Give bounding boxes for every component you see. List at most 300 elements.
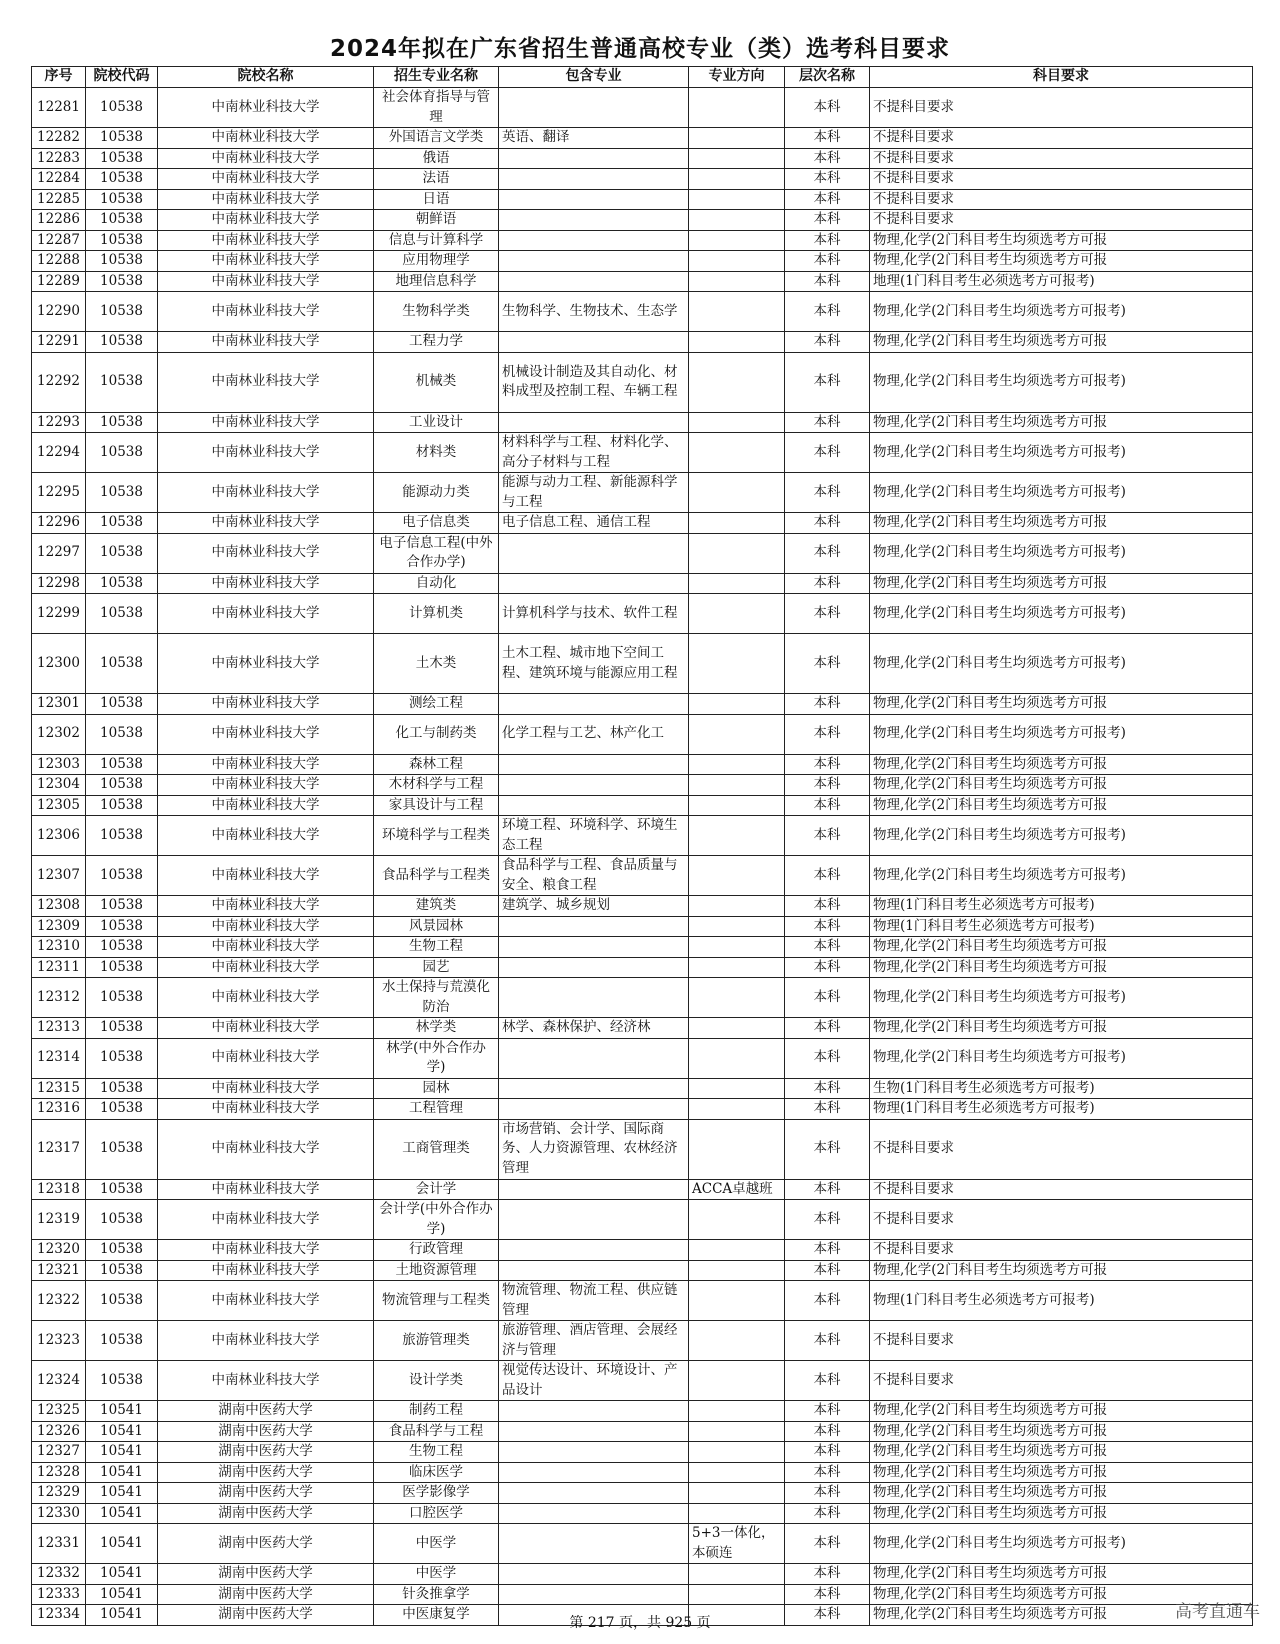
table-row xyxy=(32,1321,1253,1361)
cell-school-code: 10538 xyxy=(86,1321,158,1361)
cell-seq: 12330 xyxy=(32,1503,86,1524)
cell-direction xyxy=(689,1099,785,1120)
cell-direction xyxy=(689,1018,785,1039)
cell-school-code: 10538 xyxy=(86,88,158,128)
cell-direction xyxy=(689,1401,785,1422)
table-row xyxy=(32,251,1253,272)
cell-seq: 12293 xyxy=(32,412,86,433)
cell-level: 本科 xyxy=(785,128,870,149)
cell-subject-requirement: 物理,化学(2门科目考生均须选考方可报 xyxy=(870,1018,1253,1039)
table-row xyxy=(32,1584,1253,1605)
cell-included-majors xyxy=(499,1564,689,1585)
table-row xyxy=(32,978,1253,1018)
table-row xyxy=(32,634,1253,694)
cell-school-name: 中南林业科技大学 xyxy=(158,1078,374,1099)
cell-school-name: 湖南中医药大学 xyxy=(158,1442,374,1463)
cell-subject-requirement: 物理(1门科目考生必须选考方可报考) xyxy=(870,916,1253,937)
cell-seq: 12288 xyxy=(32,251,86,272)
cell-included-majors xyxy=(499,1503,689,1524)
cell-level: 本科 xyxy=(785,148,870,169)
cell-level: 本科 xyxy=(785,332,870,353)
cell-school-name: 中南林业科技大学 xyxy=(158,1018,374,1039)
cell-level: 本科 xyxy=(785,251,870,272)
cell-major-name: 园林 xyxy=(374,1078,499,1099)
cell-major-name: 食品科学与工程 xyxy=(374,1421,499,1442)
cell-included-majors xyxy=(499,210,689,231)
cell-school-code: 10538 xyxy=(86,1038,158,1078)
cell-school-code: 10541 xyxy=(86,1564,158,1585)
table-row xyxy=(32,352,1253,412)
cell-school-code: 10538 xyxy=(86,533,158,573)
table-row xyxy=(32,1260,1253,1281)
cell-school-code: 10538 xyxy=(86,816,158,856)
cell-school-name: 中南林业科技大学 xyxy=(158,128,374,149)
cell-major-name: 园艺 xyxy=(374,957,499,978)
cell-school-name: 中南林业科技大学 xyxy=(158,230,374,251)
cell-school-name: 中南林业科技大学 xyxy=(158,916,374,937)
cell-school-code: 10541 xyxy=(86,1442,158,1463)
cell-major-name: 工业设计 xyxy=(374,412,499,433)
cell-seq: 12334 xyxy=(32,1605,86,1626)
cell-subject-requirement: 不提科目要求 xyxy=(870,88,1253,128)
cell-included-majors: 电子信息工程、通信工程 xyxy=(499,513,689,534)
cell-major-name: 林学类 xyxy=(374,1018,499,1039)
table-row xyxy=(32,795,1253,816)
header-school-name: 院校名称 xyxy=(158,67,374,88)
cell-seq: 12298 xyxy=(32,573,86,594)
cell-included-majors: 物流管理、物流工程、供应链管理 xyxy=(499,1281,689,1321)
table-header-row xyxy=(32,67,1253,88)
cell-seq: 12297 xyxy=(32,533,86,573)
cell-included-majors xyxy=(499,230,689,251)
cell-major-name: 工商管理类 xyxy=(374,1119,499,1179)
cell-major-name: 旅游管理类 xyxy=(374,1321,499,1361)
cell-included-majors xyxy=(499,1401,689,1422)
cell-included-majors xyxy=(499,1462,689,1483)
cell-level: 本科 xyxy=(785,816,870,856)
cell-subject-requirement: 物理,化学(2门科目考生均须选考方可报 xyxy=(870,251,1253,272)
cell-level: 本科 xyxy=(785,412,870,433)
table-row xyxy=(32,816,1253,856)
cell-school-code: 10538 xyxy=(86,292,158,332)
table-row xyxy=(32,1078,1253,1099)
cell-included-majors xyxy=(499,1038,689,1078)
cell-school-name: 中南林业科技大学 xyxy=(158,1321,374,1361)
cell-direction xyxy=(689,473,785,513)
cell-major-name: 中医学 xyxy=(374,1564,499,1585)
cell-direction xyxy=(689,1240,785,1261)
cell-major-name: 口腔医学 xyxy=(374,1503,499,1524)
cell-school-code: 10538 xyxy=(86,352,158,412)
cell-school-code: 10541 xyxy=(86,1524,158,1564)
cell-level: 本科 xyxy=(785,230,870,251)
cell-included-majors xyxy=(499,1240,689,1261)
cell-school-code: 10538 xyxy=(86,169,158,190)
cell-school-name: 中南林业科技大学 xyxy=(158,816,374,856)
cell-included-majors: 林学、森林保护、经济林 xyxy=(499,1018,689,1039)
cell-school-code: 10538 xyxy=(86,856,158,896)
cell-direction xyxy=(689,1038,785,1078)
cell-school-code: 10538 xyxy=(86,1200,158,1240)
cell-included-majors xyxy=(499,533,689,573)
cell-school-name: 中南林业科技大学 xyxy=(158,1240,374,1261)
cell-subject-requirement: 不提科目要求 xyxy=(870,169,1253,190)
cell-school-name: 中南林业科技大学 xyxy=(158,251,374,272)
cell-level: 本科 xyxy=(785,1524,870,1564)
cell-major-name: 土地资源管理 xyxy=(374,1260,499,1281)
cell-major-name: 食品科学与工程类 xyxy=(374,856,499,896)
cell-direction xyxy=(689,816,785,856)
table-row xyxy=(32,594,1253,634)
cell-school-name: 中南林业科技大学 xyxy=(158,957,374,978)
cell-included-majors: 机械设计制造及其自动化、材料成型及控制工程、车辆工程 xyxy=(499,352,689,412)
cell-level: 本科 xyxy=(785,1260,870,1281)
cell-level: 本科 xyxy=(785,916,870,937)
table-row xyxy=(32,271,1253,292)
cell-level: 本科 xyxy=(785,1018,870,1039)
cell-school-name: 中南林业科技大学 xyxy=(158,1200,374,1240)
cell-included-majors: 英语、翻译 xyxy=(499,128,689,149)
table-row xyxy=(32,1179,1253,1200)
cell-school-code: 10538 xyxy=(86,978,158,1018)
cell-school-code: 10538 xyxy=(86,937,158,958)
cell-included-majors xyxy=(499,169,689,190)
cell-school-name: 湖南中医药大学 xyxy=(158,1605,374,1626)
cell-direction xyxy=(689,957,785,978)
cell-level: 本科 xyxy=(785,473,870,513)
cell-school-name: 湖南中医药大学 xyxy=(158,1483,374,1504)
table-row xyxy=(32,210,1253,231)
cell-subject-requirement: 不提科目要求 xyxy=(870,1179,1253,1200)
cell-level: 本科 xyxy=(785,1200,870,1240)
cell-level: 本科 xyxy=(785,1119,870,1179)
cell-seq: 12327 xyxy=(32,1442,86,1463)
cell-included-majors xyxy=(499,1584,689,1605)
cell-seq: 12299 xyxy=(32,594,86,634)
cell-school-name: 中南林业科技大学 xyxy=(158,1260,374,1281)
cell-school-code: 10538 xyxy=(86,634,158,694)
cell-included-majors: 市场营销、会计学、国际商务、人力资源管理、农林经济管理 xyxy=(499,1119,689,1179)
cell-seq: 12292 xyxy=(32,352,86,412)
cell-major-name: 环境科学与工程类 xyxy=(374,816,499,856)
cell-direction xyxy=(689,694,785,715)
cell-subject-requirement: 物理,化学(2门科目考生均须选考方可报考) xyxy=(870,634,1253,694)
cell-level: 本科 xyxy=(785,1421,870,1442)
cell-seq: 12303 xyxy=(32,754,86,775)
cell-direction xyxy=(689,1260,785,1281)
cell-major-name: 机械类 xyxy=(374,352,499,412)
cell-subject-requirement: 不提科目要求 xyxy=(870,189,1253,210)
cell-direction xyxy=(689,1078,785,1099)
cell-school-name: 中南林业科技大学 xyxy=(158,473,374,513)
cell-school-name: 湖南中医药大学 xyxy=(158,1462,374,1483)
cell-level: 本科 xyxy=(785,1281,870,1321)
table-row xyxy=(32,1038,1253,1078)
cell-major-name: 医学影像学 xyxy=(374,1483,499,1504)
cell-direction xyxy=(689,1442,785,1463)
cell-direction xyxy=(689,1564,785,1585)
cell-included-majors: 视觉传达设计、环境设计、产品设计 xyxy=(499,1361,689,1401)
cell-level: 本科 xyxy=(785,1099,870,1120)
cell-direction xyxy=(689,1503,785,1524)
cell-school-code: 10538 xyxy=(86,1361,158,1401)
cell-school-code: 10538 xyxy=(86,957,158,978)
cell-seq: 12312 xyxy=(32,978,86,1018)
cell-direction xyxy=(689,1421,785,1442)
cell-major-name: 临床医学 xyxy=(374,1462,499,1483)
cell-direction: 5+3一体化，本硕连 xyxy=(689,1524,785,1564)
cell-major-name: 生物工程 xyxy=(374,937,499,958)
cell-seq: 12295 xyxy=(32,473,86,513)
cell-level: 本科 xyxy=(785,533,870,573)
cell-seq: 12325 xyxy=(32,1401,86,1422)
cell-subject-requirement: 物理,化学(2门科目考生均须选考方可报考) xyxy=(870,816,1253,856)
cell-school-name: 中南林业科技大学 xyxy=(158,775,374,796)
cell-included-majors: 计算机科学与技术、软件工程 xyxy=(499,594,689,634)
cell-direction xyxy=(689,573,785,594)
cell-school-name: 中南林业科技大学 xyxy=(158,594,374,634)
table-row xyxy=(32,1564,1253,1585)
cell-school-name: 中南林业科技大学 xyxy=(158,754,374,775)
cell-major-name: 社会体育指导与管理 xyxy=(374,88,499,128)
cell-school-code: 10538 xyxy=(86,1018,158,1039)
cell-school-code: 10541 xyxy=(86,1401,158,1422)
cell-seq: 12326 xyxy=(32,1421,86,1442)
cell-included-majors xyxy=(499,1099,689,1120)
cell-direction xyxy=(689,128,785,149)
cell-major-name: 家具设计与工程 xyxy=(374,795,499,816)
cell-school-name: 中南林业科技大学 xyxy=(158,856,374,896)
cell-level: 本科 xyxy=(785,271,870,292)
cell-level: 本科 xyxy=(785,189,870,210)
cell-school-name: 中南林业科技大学 xyxy=(158,292,374,332)
header-seq: 序号 xyxy=(32,67,86,88)
cell-major-name: 日语 xyxy=(374,189,499,210)
cell-school-code: 10538 xyxy=(86,594,158,634)
cell-subject-requirement: 物理,化学(2门科目考生均须选考方可报 xyxy=(870,1605,1253,1626)
header-included-majors: 包含专业 xyxy=(499,67,689,88)
cell-direction xyxy=(689,251,785,272)
cell-school-code: 10538 xyxy=(86,230,158,251)
table-row xyxy=(32,148,1253,169)
cell-included-majors xyxy=(499,1179,689,1200)
cell-seq: 12300 xyxy=(32,634,86,694)
cell-major-name: 针灸推拿学 xyxy=(374,1584,499,1605)
cell-school-code: 10538 xyxy=(86,1099,158,1120)
cell-level: 本科 xyxy=(785,896,870,917)
cell-included-majors: 能源与动力工程、新能源科学与工程 xyxy=(499,473,689,513)
cell-school-name: 中南林业科技大学 xyxy=(158,533,374,573)
cell-subject-requirement: 不提科目要求 xyxy=(870,1240,1253,1261)
cell-subject-requirement: 物理,化学(2门科目考生均须选考方可报 xyxy=(870,412,1253,433)
cell-school-name: 中南林业科技大学 xyxy=(158,634,374,694)
cell-school-code: 10541 xyxy=(86,1584,158,1605)
cell-seq: 12291 xyxy=(32,332,86,353)
cell-major-name: 生物工程 xyxy=(374,1442,499,1463)
cell-major-name: 信息与计算科学 xyxy=(374,230,499,251)
header-subject-requirement: 科目要求 xyxy=(870,67,1253,88)
cell-major-name: 物流管理与工程类 xyxy=(374,1281,499,1321)
cell-seq: 12319 xyxy=(32,1200,86,1240)
table-row xyxy=(32,230,1253,251)
table-row xyxy=(32,169,1253,190)
table-row xyxy=(32,775,1253,796)
cell-school-name: 中南林业科技大学 xyxy=(158,896,374,917)
cell-subject-requirement: 物理,化学(2门科目考生均须选考方可报考) xyxy=(870,533,1253,573)
cell-school-code: 10541 xyxy=(86,1483,158,1504)
cell-included-majors: 环境工程、环境科学、环境生态工程 xyxy=(499,816,689,856)
cell-level: 本科 xyxy=(785,1462,870,1483)
cell-level: 本科 xyxy=(785,1483,870,1504)
cell-subject-requirement: 物理,化学(2门科目考生均须选考方可报 xyxy=(870,795,1253,816)
table-row xyxy=(32,1200,1253,1240)
table-row xyxy=(32,1524,1253,1564)
cell-direction xyxy=(689,271,785,292)
header-direction: 专业方向 xyxy=(689,67,785,88)
cell-direction xyxy=(689,1321,785,1361)
cell-seq: 12301 xyxy=(32,694,86,715)
cell-direction xyxy=(689,594,785,634)
cell-included-majors xyxy=(499,694,689,715)
cell-school-code: 10541 xyxy=(86,1421,158,1442)
cell-seq: 12313 xyxy=(32,1018,86,1039)
table-row xyxy=(32,896,1253,917)
cell-school-code: 10538 xyxy=(86,916,158,937)
header-level: 层次名称 xyxy=(785,67,870,88)
cell-direction xyxy=(689,533,785,573)
cell-major-name: 工程管理 xyxy=(374,1099,499,1120)
cell-level: 本科 xyxy=(785,88,870,128)
cell-school-name: 中南林业科技大学 xyxy=(158,1361,374,1401)
cell-school-name: 中南林业科技大学 xyxy=(158,573,374,594)
cell-school-name: 湖南中医药大学 xyxy=(158,1401,374,1422)
cell-subject-requirement: 物理,化学(2门科目考生均须选考方可报 xyxy=(870,1483,1253,1504)
cell-seq: 12324 xyxy=(32,1361,86,1401)
cell-included-majors xyxy=(499,978,689,1018)
table-row xyxy=(32,694,1253,715)
cell-school-code: 10538 xyxy=(86,775,158,796)
cell-included-majors: 生物科学、生物技术、生态学 xyxy=(499,292,689,332)
cell-school-code: 10538 xyxy=(86,473,158,513)
cell-level: 本科 xyxy=(785,1078,870,1099)
cell-subject-requirement: 物理,化学(2门科目考生均须选考方可报考) xyxy=(870,594,1253,634)
cell-seq: 12286 xyxy=(32,210,86,231)
cell-school-name: 中南林业科技大学 xyxy=(158,714,374,754)
cell-subject-requirement: 物理,化学(2门科目考生均须选考方可报考) xyxy=(870,1038,1253,1078)
cell-included-majors: 土木工程、城市地下空间工程、建筑环境与能源应用工程 xyxy=(499,634,689,694)
cell-level: 本科 xyxy=(785,1038,870,1078)
cell-direction xyxy=(689,189,785,210)
cell-major-name: 计算机类 xyxy=(374,594,499,634)
cell-subject-requirement: 物理,化学(2门科目考生均须选考方可报 xyxy=(870,513,1253,534)
table-row xyxy=(32,1421,1253,1442)
cell-school-name: 中南林业科技大学 xyxy=(158,169,374,190)
cell-school-name: 中南林业科技大学 xyxy=(158,189,374,210)
cell-direction xyxy=(689,412,785,433)
cell-major-name: 建筑类 xyxy=(374,896,499,917)
cell-included-majors xyxy=(499,88,689,128)
cell-direction xyxy=(689,916,785,937)
cell-subject-requirement: 物理,化学(2门科目考生均须选考方可报 xyxy=(870,1260,1253,1281)
cell-direction xyxy=(689,896,785,917)
cell-direction xyxy=(689,1462,785,1483)
table-row xyxy=(32,1442,1253,1463)
cell-major-name: 电子信息工程(中外合作办学) xyxy=(374,533,499,573)
cell-major-name: 中医学 xyxy=(374,1524,499,1564)
cell-school-code: 10541 xyxy=(86,1503,158,1524)
cell-subject-requirement: 地理(1门科目考生必须选考方可报考) xyxy=(870,271,1253,292)
subject-requirements-table xyxy=(31,66,1253,1626)
cell-level: 本科 xyxy=(785,1240,870,1261)
cell-subject-requirement: 物理,化学(2门科目考生均须选考方可报 xyxy=(870,332,1253,353)
cell-direction xyxy=(689,1361,785,1401)
cell-included-majors xyxy=(499,148,689,169)
cell-seq: 12285 xyxy=(32,189,86,210)
cell-direction xyxy=(689,795,785,816)
table-body xyxy=(32,88,1253,1626)
cell-level: 本科 xyxy=(785,754,870,775)
cell-level: 本科 xyxy=(785,714,870,754)
cell-school-code: 10538 xyxy=(86,210,158,231)
cell-direction xyxy=(689,292,785,332)
cell-school-name: 湖南中医药大学 xyxy=(158,1524,374,1564)
cell-direction xyxy=(689,1483,785,1504)
cell-level: 本科 xyxy=(785,634,870,694)
cell-seq: 12315 xyxy=(32,1078,86,1099)
cell-included-majors xyxy=(499,573,689,594)
cell-school-name: 中南林业科技大学 xyxy=(158,795,374,816)
cell-subject-requirement: 不提科目要求 xyxy=(870,1200,1253,1240)
cell-direction xyxy=(689,634,785,694)
cell-direction xyxy=(689,1119,785,1179)
cell-school-code: 10538 xyxy=(86,1260,158,1281)
cell-subject-requirement: 不提科目要求 xyxy=(870,148,1253,169)
cell-school-code: 10538 xyxy=(86,251,158,272)
table-row xyxy=(32,957,1253,978)
cell-subject-requirement: 物理,化学(2门科目考生均须选考方可报 xyxy=(870,754,1253,775)
table-row xyxy=(32,533,1253,573)
cell-level: 本科 xyxy=(785,978,870,1018)
cell-school-code: 10538 xyxy=(86,332,158,353)
cell-seq: 12323 xyxy=(32,1321,86,1361)
table-row xyxy=(32,714,1253,754)
header-major-name: 招生专业名称 xyxy=(374,67,499,88)
table-row xyxy=(32,1119,1253,1179)
cell-school-code: 10538 xyxy=(86,795,158,816)
cell-included-majors xyxy=(499,957,689,978)
cell-major-name: 能源动力类 xyxy=(374,473,499,513)
cell-subject-requirement: 不提科目要求 xyxy=(870,1321,1253,1361)
cell-seq: 12306 xyxy=(32,816,86,856)
cell-subject-requirement: 不提科目要求 xyxy=(870,1119,1253,1179)
cell-included-majors xyxy=(499,1078,689,1099)
cell-school-code: 10538 xyxy=(86,412,158,433)
cell-school-name: 湖南中医药大学 xyxy=(158,1421,374,1442)
cell-school-code: 10538 xyxy=(86,694,158,715)
cell-major-name: 土木类 xyxy=(374,634,499,694)
cell-major-name: 风景园林 xyxy=(374,916,499,937)
cell-school-code: 10538 xyxy=(86,513,158,534)
cell-major-name: 会计学 xyxy=(374,1179,499,1200)
cell-school-name: 中南林业科技大学 xyxy=(158,513,374,534)
cell-included-majors xyxy=(499,775,689,796)
cell-included-majors xyxy=(499,1524,689,1564)
cell-seq: 12332 xyxy=(32,1564,86,1585)
cell-direction xyxy=(689,754,785,775)
cell-level: 本科 xyxy=(785,1321,870,1361)
cell-seq: 12309 xyxy=(32,916,86,937)
cell-school-name: 中南林业科技大学 xyxy=(158,332,374,353)
